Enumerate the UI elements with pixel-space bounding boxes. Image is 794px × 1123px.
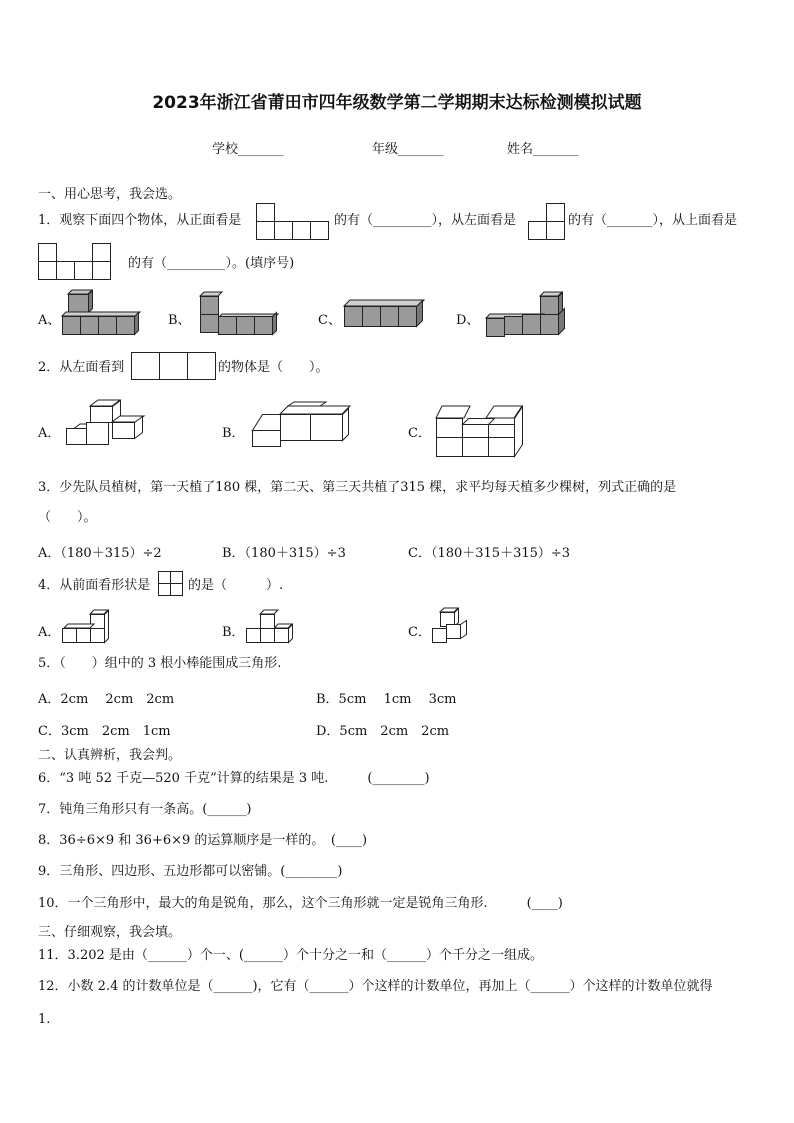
q3-text-2: （ ）。 (38, 510, 97, 525)
q1-option-a-figure (60, 290, 144, 342)
school-field: 学校_______ (212, 142, 284, 157)
q2-text-1: 2．从左面看到 (38, 360, 125, 375)
question-7: 7．钝角三角形只有一条高。(______) (38, 802, 252, 817)
section-heading-3: 三、仔细观察，我会填。 (38, 925, 182, 940)
q4-option-c-figure (430, 606, 474, 646)
q2-option-c-label: C． (408, 426, 431, 441)
q1-option-c-figure (342, 298, 432, 334)
question-8: 8．36÷6×9 和 36+6×9 的运算顺序是一样的。 (____) (38, 833, 368, 848)
q1-option-b-label: B、 (168, 313, 191, 328)
q3-text-1: 3．少先队员植树，第一天植了180 棵，第二天、第三天共植了315 棵，求平均每天植多少棵树，列式正确的是 (38, 480, 677, 495)
grade-field: 年级_______ (372, 142, 444, 157)
question-12-line-1: 12．小数 2.4 的计数单位是（______)，它有（______）个这样的计数单位，再加上（______）个这样的计数单位就得 (38, 979, 713, 994)
question-12-line-2: 1. (38, 1012, 51, 1027)
q1-front-view-figure (256, 203, 332, 241)
q1-option-d-label: D、 (456, 313, 480, 328)
q4-front-view-figure (158, 571, 186, 599)
q2-option-b-figure (250, 400, 350, 448)
q1-option-d-figure (484, 290, 574, 340)
q4-text-1: 4．从前面看形状是 (38, 578, 151, 593)
q3-option-a: A．（180＋315）÷2 (38, 546, 162, 561)
q1-left-view-figure (528, 203, 568, 241)
q2-option-c-figure (434, 404, 530, 460)
q2-left-view-figure (131, 352, 217, 382)
q4-option-b-label: B． (222, 625, 245, 640)
question-9: 9．三角形、四边形、五边形都可以密铺。(________) (38, 864, 343, 879)
question-11: 11．3.202 是由（______）个一、(______）个十分之一和（______）个千分之一组成。 (38, 948, 543, 963)
q5-text: 5．（ ）组中的 3 根小棒能围成三角形. (38, 656, 282, 671)
q1-text-4: 的有（_________）。(填序号) (128, 256, 295, 271)
q1-option-b-figure (196, 292, 280, 342)
page-title: 2023年浙江省莆田市四年级数学第二学期期末达标检测模拟试题 (152, 93, 642, 113)
q2-text-2: 的物体是（ ）。 (218, 360, 329, 375)
q2-option-a-figure (64, 398, 148, 446)
q1-option-c-label: C、 (318, 313, 341, 328)
q1-top-view-figure (38, 243, 114, 281)
question-10: 10．一个三角形中，最大的角是锐角，那么，这个三角形就一定是锐角三角形. (____) (38, 896, 563, 911)
q1-text-2: 的有（_________），从左面看是 (334, 213, 517, 228)
question-6: 6．“3 吨 52 千克—520 千克”计算的结果是 3 吨. (________) (38, 771, 430, 786)
q2-option-b-label: B． (222, 426, 245, 441)
q4-option-a-label: A． (38, 625, 61, 640)
q5-option-b: B．5cm 1cm 3cm (316, 692, 457, 707)
q5-option-d: D．5cm 2cm 2cm (316, 724, 450, 739)
q4-option-a-figure (62, 608, 112, 644)
q3-option-c: C．（180＋315＋315）÷3 (408, 546, 571, 561)
q1-text-1: 1．观察下面四个物体，从正面看是 (38, 213, 242, 228)
q4-option-c-label: C． (408, 625, 431, 640)
q3-option-b: B．（180＋315）÷3 (222, 546, 346, 561)
name-field: 姓名_______ (507, 142, 579, 157)
q4-text-2: 的是（ ）. (188, 578, 284, 593)
q5-option-a: A．2cm 2cm 2cm (38, 692, 175, 707)
section-heading-1: 一、用心思考，我会选。 (38, 187, 182, 202)
section-heading-2: 二、认真辨析，我会判。 (38, 748, 182, 763)
q1-option-a-label: A、 (38, 313, 61, 328)
q2-option-a-label: A． (38, 426, 61, 441)
q1-text-3: 的有（_______），从上面看是 (568, 213, 738, 228)
q4-option-b-figure (246, 608, 296, 644)
q5-option-c: C．3cm 2cm 1cm (38, 724, 171, 739)
